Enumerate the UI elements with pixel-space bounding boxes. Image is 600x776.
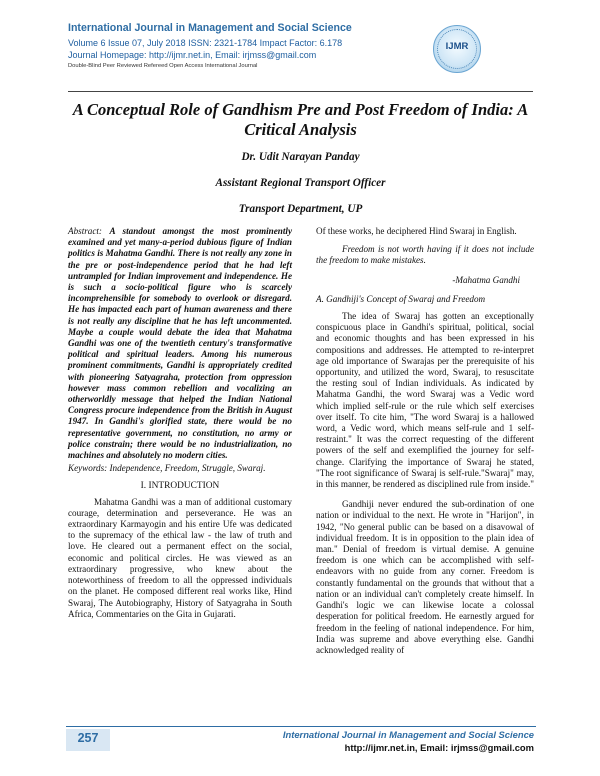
footer-divider (66, 726, 536, 727)
journal-header (68, 22, 448, 71)
logo-text: IJMR (445, 41, 469, 52)
gandhi-quote: Freedom is not worth having if it does not include the freedom to make mistakes. (316, 244, 534, 266)
keywords: Keywords: Independence, Freedom, Struggle, Swaraj. (68, 463, 266, 474)
right-column (316, 226, 534, 656)
footer-journal-name: International Journal in Management and Social Science (282, 729, 534, 740)
subsection-heading: A. Gandhiji's Concept of Swaraj and Freedom (316, 293, 486, 304)
review-statement: Double-Blind Peer Reviewed Refereed Open Access International Journal (68, 63, 258, 69)
left-column (68, 226, 292, 620)
abstract (68, 226, 292, 461)
author-name: Dr. Udit Narayan Panday (241, 151, 360, 163)
abstract-label: Abstract: (68, 226, 110, 236)
page-number: 257 (77, 731, 99, 745)
intro-paragraph: Mahatma Gandhi was a man of additional customary courage, determination and perseverance. He was an extraordinary Karmayogin and his entire Ufe was dedicated to the supremacy of the ethical law - the law of truth and love. He cleared out a permanent effect on the social, economic and political circles. He was viewed as an extraordinary progressive, who knew about the noteworthiness of freedom to all the oppressed individuals on the planet. He composed different real works like, Hind Swaraj, The Autobiography, History of Satyagraha in South Africa, Commentaries on the Gita in Gujarati. (68, 496, 292, 619)
header-divider (68, 91, 533, 92)
freedom-paragraph: Gandhiji never endured the sub-ordination of one nation or individual to the next. He wrote in "Harijon", in 1942, "No general public can be based on a disavowal of individual freedom. It is in opposition to the plain idea of man." Denial of freedom is virtual demise. A genuine freedom is one which can be accomplished with self-endeavors with no guide from any corner. Freedom is constantly fundamental on the grounds that without that a nation or an individual can't completely create himself. In Gandhi's logic we can likewise locate a colossal desperation for political freedom. He earnestly argued for freedom in the feeling of national independence. For him, India was supreme and above everything else. Gandhi acknowledged reality of (316, 499, 534, 655)
author-department: Transport Department, UP (238, 203, 363, 215)
paper-title: A Conceptual Role of Gandhism Pre and Post Freedom of India: A Critical Analysis (72, 100, 529, 139)
swaraj-paragraph: The idea of Swaraj has gotten an exceptionally conspicuous place in Gandhi's spiritual, political, social and economic thoughts and has been expressed in his compositions and addresses. He attempted to re-interpret age old importance of Swarajas per the prerequisite of his opportunity, and utilized the word, Swaraj, to resuscitate the resting soul of Indian individuals. As indicated by Mahatma Gandhi, the word Swaraj was a Vedic word which implied self-rule or the rule which self exercises over itself. To cite him, "The word Swaraj is a hallowed word, a Vedic word, which means self-rule and 1 self-restraint." It was the correct requesting of the different powers of the self and exemplified the journey for self-change. Clarifying the importance of Swaraj he stated, "The root significance of Swaraj is self-rule."Swaraj" may, in this manner, be rendered as disciplined rule from inside." (316, 311, 534, 490)
journal-homepage: Journal Homepage: http://ijmr.net.in, Email: irjmss@gmail.com (68, 50, 317, 60)
journal-name: International Journal in Management and Social Science (68, 22, 352, 34)
issue-info: Volume 6 Issue 07, July 2018 ISSN: 2321-1784 Impact Factor: 6.178 (68, 38, 343, 48)
author-position: Assistant Regional Transport Officer (215, 177, 386, 189)
quote-author: -Mahatma Gandhi (452, 274, 520, 285)
abstract-text: A standout amongst the most prominently examined and yet many-a-period dubious figure of Indian politics is Mahatma Gandhi. There is not really any zone in the pre or post-independence period that he had left untrampled for Indian improvement and independence. He is such a socio-political figure who is scarcely incomprehensible for somebody to overlook or disregard. He has impacted each part of human awareness and there is not really any discipline that he has left uncommented. Maybe a couple would debate the idea that Mahatma Gandhi was one of the twentieth century's transformative political and spiritual leaders. Among his numerous prominent commitments, Gandhi is appropriately credited with pioneering Satyagraha, protection from oppression however mass common rebellion and vocalizing an otherworldly message that helped the Indian National Congress procure independence from the British in August 1947. In Gandhi's glorified state, there would be no representative government, no constitution, no army or police constrain; there would be no industrialization, no machines and absolutely no modern cities. (68, 226, 292, 461)
footer-contact: http://ijmr.net.in, Email: irjmss@gmail.com (344, 742, 534, 753)
section-heading-introduction: I. INTRODUCTION (140, 481, 220, 492)
journal-logo (433, 25, 481, 73)
continuation-paragraph: Of these works, he deciphered Hind Swaraj in English. (316, 226, 517, 236)
